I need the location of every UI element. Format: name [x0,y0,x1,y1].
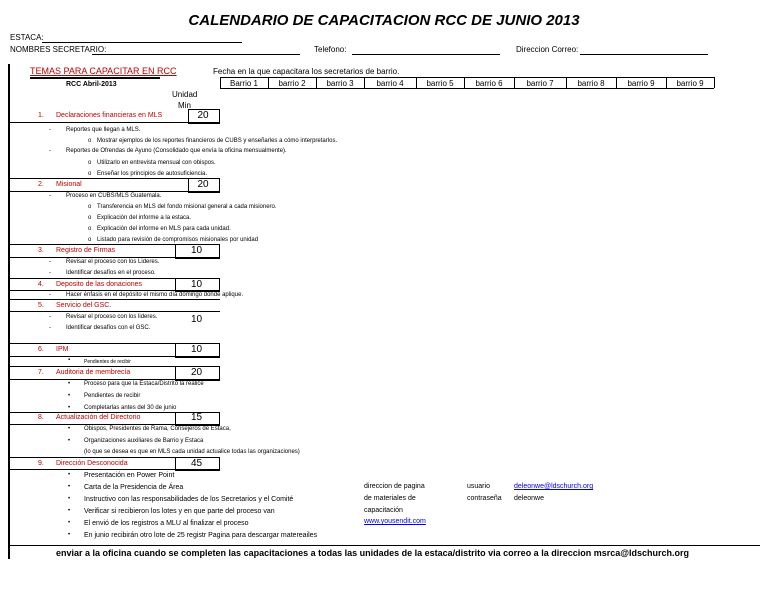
telefono-label: Telefono: [314,45,347,54]
col-divider [714,77,715,88]
topic-6-min: 10 [190,344,203,355]
barrio-1-header: Barrio 1 [229,79,258,88]
row-separator [8,257,220,258]
rcc-label: RCC Abril-2013 [66,81,117,88]
topic-5-title: Servicio del GSC. [56,302,112,309]
detail-text: Verificar si recibieron los lotes y en que parte del proceso van [84,508,275,515]
detail-text: Identificar desafíos con el GSC. [66,325,151,331]
topic-7-min: 20 [190,367,203,378]
detail-text: Reportes que llegan a MLS. [66,127,141,133]
dash-bullet: - [49,292,51,298]
col-divider [514,77,515,88]
circle-bullet: o [88,204,92,210]
detail-text: Reportes de Ofrendas de Ayuno (Consolidado que envía la oficina mensualmente). [66,148,287,154]
col-divider [464,77,465,88]
usuario-email-link[interactable]: deleonwe@ldschurch.org [514,483,594,490]
download-label-line2: de materiales de [364,495,416,502]
topic-1-min: 20 [197,110,209,121]
estaca-field-line[interactable] [42,42,242,43]
topic-2-number: 2. [38,181,44,188]
footer-top-line [8,545,760,546]
detail-text: Transferencia en MLS del fondo misional general a cada misionero. [97,204,277,210]
correo-label: Direccion Correo: [516,45,579,54]
row-separator [8,191,220,192]
telefono-field-line[interactable] [352,54,500,55]
topic-5-min: 10 [190,314,203,325]
row-separator [8,469,220,470]
download-label-line3: capacitación [364,507,403,514]
col-divider [416,77,417,88]
topic-3-title: Registro de Firmas [56,247,116,254]
circle-bullet: o [88,237,92,243]
download-label-line1: direccion de pagina [364,483,425,490]
contrasena-label: contraseña [467,495,502,502]
barrio-2-header: barrio 2 [278,79,306,88]
detail-text: El envió de los registros a MLU al finalizar el proceso [84,520,249,527]
topic-3-min: 10 [190,245,203,256]
dot-bullet: • [68,393,71,399]
detail-text: Hacer énfasis en el depósito el mismo día domingo donde aplique. [66,292,244,298]
topic-4-number: 4. [38,281,44,288]
detail-text: Utilizarlo en entrevista mensual con obispos. [97,160,216,166]
detail-text: Pendientes de recibir [84,393,141,399]
detail-text: (lo que se desea es que en MLS cada unidad actualice todas las organizaciones) [84,449,300,455]
dot-bullet: • [68,520,71,526]
circle-bullet: o [88,171,92,177]
row-separator [8,311,220,312]
topic-7-number: 7. [38,369,44,376]
col-divider [316,77,317,88]
col-divider [364,77,365,88]
footer-note: enviar a la oficina cuando se completen las capacitaciones a todas las unidades de la estaca/distrito via correo a la direccion msrca@ldschurch.org [56,548,690,558]
topic-9-title: Dirección Desconocida [56,460,128,467]
detail-text: Completarlas antes del 30 de junio [84,405,177,411]
col-divider [566,77,567,88]
topic-9-min: 45 [190,458,203,469]
detail-text: Mostrar ejemplos de los reportes financieros de CUBS y enseñarles a cómo interpretarlos. [97,138,338,144]
detail-text: Revisar el proceso con los Lideres. [66,259,160,265]
dot-bullet: • [68,381,71,387]
dot-bullet: • [68,532,71,538]
barrio-4-header: barrio 4 [376,79,404,88]
topic-8-number: 8. [38,414,44,421]
contrasena-value: deleonwe [514,495,544,502]
row-separator [8,122,220,123]
dot-bullet: • [68,496,71,502]
detail-text: Listado para revisión de compromisos misionales por unidad [97,237,259,243]
barrio-5-header: barrio 5 [426,79,454,88]
topic-1-number: 1. [38,112,44,119]
topics-heading: TEMAS PARA CAPACITAR EN RCC [30,66,177,76]
row-separator [8,424,220,425]
dot-bullet: • [68,508,71,514]
fecha-label: Fecha en la que capacitara los secretarios de barrio. [213,67,400,76]
topic-8-title: Actualización del Directorio [56,414,141,421]
barrio-6-header: barrio 6 [475,79,503,88]
topics-heading-underline [30,77,160,79]
topic-4-min: 10 [190,279,203,290]
topic-9-number: 9. [38,460,44,467]
square-bullet: ▪ [68,357,71,363]
topic-3-number: 3. [38,247,44,254]
usuario-label: usuario [467,483,490,490]
dot-bullet: • [68,484,71,490]
row-separator [8,356,220,357]
detail-text: Pendientes de recibir [84,359,131,365]
col-divider [268,77,269,88]
detail-text: Identificar desafíos en el proceso. [66,270,156,276]
detail-text: Presentación en Power Point [84,472,175,479]
topic-1-title: Declaraciones financieras en MLS [56,112,163,119]
barrio-8-header: barrio 8 [577,79,605,88]
barrio-header-top-line [220,77,714,78]
col-divider [666,77,667,88]
dot-bullet: • [68,438,71,444]
download-url-link[interactable]: www.yousendit.com [364,518,426,525]
topic-4-title: Deposito de las donaciones [56,281,143,288]
min-label: Min [178,101,191,110]
dash-bullet: - [49,148,51,154]
circle-bullet: o [88,138,92,144]
unidad-label: Unidad [172,90,198,99]
detail-text: En junio recibirán otro lote de 25 registr Pagina para descargar matereailes [84,532,318,539]
circle-bullet: o [88,215,92,221]
topic-2-min: 20 [197,179,209,190]
detail-text: Explicación del informe en MLS para cada unidad. [97,226,231,232]
dash-bullet: - [49,193,51,199]
dash-bullet: - [49,270,51,276]
detail-text: Obispos, Presidentes de Rama, Consejeros de Estaca, [84,426,231,432]
dash-bullet: - [49,259,51,265]
detail-text: Revisar el proceso con los lideres. [66,314,158,320]
circle-bullet: o [88,226,92,232]
row-separator [8,379,220,380]
topic-6-number: 6. [38,346,44,353]
barrio-3-header: barrio 3 [326,79,354,88]
dot-bullet: • [68,405,71,411]
detail-text: Instructivo con las responsabilidades de los Secretarios y el Comité [84,496,294,503]
secretarios-field-line[interactable] [92,54,300,55]
topic-8-min: 15 [190,412,203,423]
row-separator [8,290,220,291]
detail-text: Enseñar los principios de autosuficiencia. [97,171,208,177]
dash-bullet: - [49,314,51,320]
topic-2-title: Misional [56,181,82,188]
topic-5-number: 5. [38,302,44,309]
topic-7-title: Auditoria de membrecía [56,369,131,376]
detail-text: Carta de la Presidencia de Área [84,484,184,491]
secretarios-label: NOMBRES SECRETARIO: [10,45,107,54]
topic-6-title: IPM [56,346,69,353]
estaca-label: ESTACA: [10,33,44,42]
dot-bullet: • [68,426,71,432]
barrio-header-bottom-line [220,88,714,89]
dot-bullet: • [68,472,71,478]
col-divider [220,77,221,88]
circle-bullet: o [88,160,92,166]
detail-text: Explicación del informe a la estaca. [97,215,192,221]
barrio-9b-header: barrio 9 [676,79,704,88]
dash-bullet: - [49,325,51,331]
detail-text: Proceso en CUBS/MLS Guatemala. [66,193,162,199]
row-separator [8,299,220,300]
barrio-7-header: barrio 7 [526,79,554,88]
col-divider [616,77,617,88]
page-title: CALENDARIO DE CAPACITACION RCC DE JUNIO 2013 [188,12,580,29]
detail-text: Proceso para que la Estaca/Distrito la realice [84,381,204,387]
dash-bullet: - [49,127,51,133]
detail-text: Organizaciones auxiliares de Barrio y Estaca [84,438,204,444]
correo-field-line[interactable] [580,54,708,55]
barrio-9-header: barrio 9 [627,79,655,88]
